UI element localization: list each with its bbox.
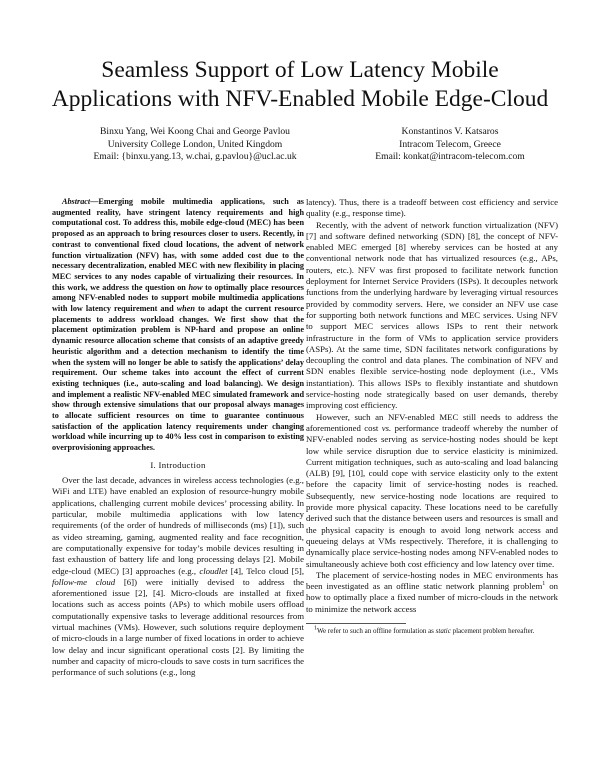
intro-paragraph-2: Recently, with the advent of network function virtualization (NFV) [7] and software defined networking (SDN) [8], the concept of NFV-enabled MEC emerged [8] whereby services can be hosted at any conventional network node that has virtualized resources (e.g., APs, routers, etc.). NFV was first proposed to facilitate network function deployment for Internet Service Providers (ISPs). It decouples network functions from the underlying hardware by leveraging virtual resources provided by commodity servers. Here, we consider an NFV use case for supporting both network functions and MEC services. Using NFV to support MEC services allows ISPs to rent their network infrastructure in the form of VMs to application service providers (ASPs). At the same time, SDN facilitates network configurations by decoupling the control and data planes. The combination of NFV and SDN enables flexible service-hosting node deployment (i.e., VMs instantiation). This allows ISPs to flexibly instantiate and shutdown service-hosting node strategically based on user demands, thereby improving cost efficiency. (306, 219, 558, 411)
author-affiliation: Intracom Telecom, Greece (399, 138, 501, 150)
title-line-1: Seamless Support of Low Latency Mobile (101, 57, 499, 83)
intro-paragraph-3: However, such an NFV-enabled MEC still needs to address the aforementioned cost vs. performance tradeoff whereby the number of NFV-enabled nodes serving as service-hosting nodes should be kept low while service disruption due to service elasticity is minimized. Current mitigation techniques, such as auto-scaling and load balancing (ALB) [9], [10], could cope with service elasticity only to the extent before the capacity limit of service-hosting nodes is reached. Subsequently, new service-hosting node locations are required to provide more physical capacity. These locations need to be carefully derived such that the distance between users and resources is small and the physical capacity is enough to avoid long network access and queueing delays at VMs respectively. Therefore, it is challenging to dynamically place service-hosting nodes among NFV-enabled nodes to simultaneously achieve both cost efficiency and low latency over time. (306, 411, 558, 569)
author-email: Email: {binxu.yang.13, w.chai, g.pavlou}@ucl.ac.uk (93, 151, 297, 163)
author-names: Binxu Yang, Wei Koong Chai and George Pavlou (100, 126, 290, 137)
right-column (306, 197, 558, 636)
paper-title (40, 56, 560, 114)
intro-paragraph-1: Over the last decade, advances in wireless access technologies (e.g., WiFi and LTE) have enabled an explosion of resource-hungry mobile applications, challenging current mobile devices’ processing ability. In particular, mobile multimedia applications with low latency requirements (of the order of hundreds of milliseconds (ms) [1]), such as video streaming, gaming, augmented reality and face recognition, are computationally expensive for today’s mobile devices resulting in fast exhaustion of battery life and long processing delays [2]. Mobile edge-cloud (MEC) [3] approaches (e.g., cloudlet [4], Telco cloud [5], follow-me cloud [6]) were initially devised to address the aforementioned issue [2], [4]. Micro-clouds are installed at fixed locations such as access points (APs) to which mobile users offload computationally expensive tasks to leverage additional resources from virtual machines (VMs). However, such solutions require deployment of micro-clouds in a large number of fixed locations in order to achieve low delay and incur significant operational costs [2]. By limiting the number and capacity of micro-clouds to save costs in turn sacrifices the performance of such solutions (e.g., long (52, 475, 305, 678)
author-email: Email: konkat@intracom-telecom.com (375, 151, 525, 163)
left-column (52, 197, 304, 679)
author-names: Konstantinos V. Katsaros (401, 126, 499, 137)
title-line-2: Applications with NFV-Enabled Mobile Edge-Cloud (51, 86, 549, 112)
footnote: $^1$We refer to such an offline formulation as static placement problem hereafter. (314, 625, 535, 635)
abstract-label: Abstract (62, 197, 91, 206)
author-affiliation: University College London, United Kingdom (107, 138, 283, 150)
intro-paragraph-4: The placement of service-hosting nodes in MEC environments has been investigated as an offline static network planning problem$^1$ on how to optimally place a fixed number of micro-clouds in the network to minimize the network access (306, 569, 558, 614)
section-heading-introduction: I. Introduction (150, 459, 206, 470)
author-group-ucl (60, 126, 330, 164)
abstract: Abstract—Emerging mobile multimedia applications, such as augmented reality, have stringent latency requirements and high computational cost. To address this, mobile edge-cloud (MEC) has been proposed as an approach to bring resources closer to users. Recently, in contrast to conventional fixed cloud locations, the advent of network function virtualization (NFV) has, with some added cost due to the necessary decentralization, enabled MEC with new flexibility in placing MEC services to any nodes capable of virtualizing their resources. In this work, we address the question on how to optimally place resources among NFV-enabled nodes to support mobile multimedia applications with low latency requirement and when to adapt the current resource placements to address workload changes. We first show that the placement optimization problem is NP-hard and propose an online dynamic resource allocation scheme that consists of an adaptive greedy heuristic algorithm and a detection mechanism to identify the time when the system will no longer be able to satisfy the applications’ delay requirement. Our scheme takes into account the effect of current existing techniques (i.e., auto-scaling and load balancing). We design and implement a realistic NFV-enabled MEC simulated framework and show through extensive simulations that our proposal always manages to allocate sufficient resources on time to guarantee continuous satisfaction of the application latency requirements under changing workload while incurring up to 40% less cost in comparison to existing overprovisioning approaches. (52, 197, 304, 453)
intro-paragraph-1-continued: latency). Thus, there is a tradeoff between cost efficiency and service quality (e.g., response time). (306, 197, 558, 219)
author-group-intracom (360, 126, 540, 164)
